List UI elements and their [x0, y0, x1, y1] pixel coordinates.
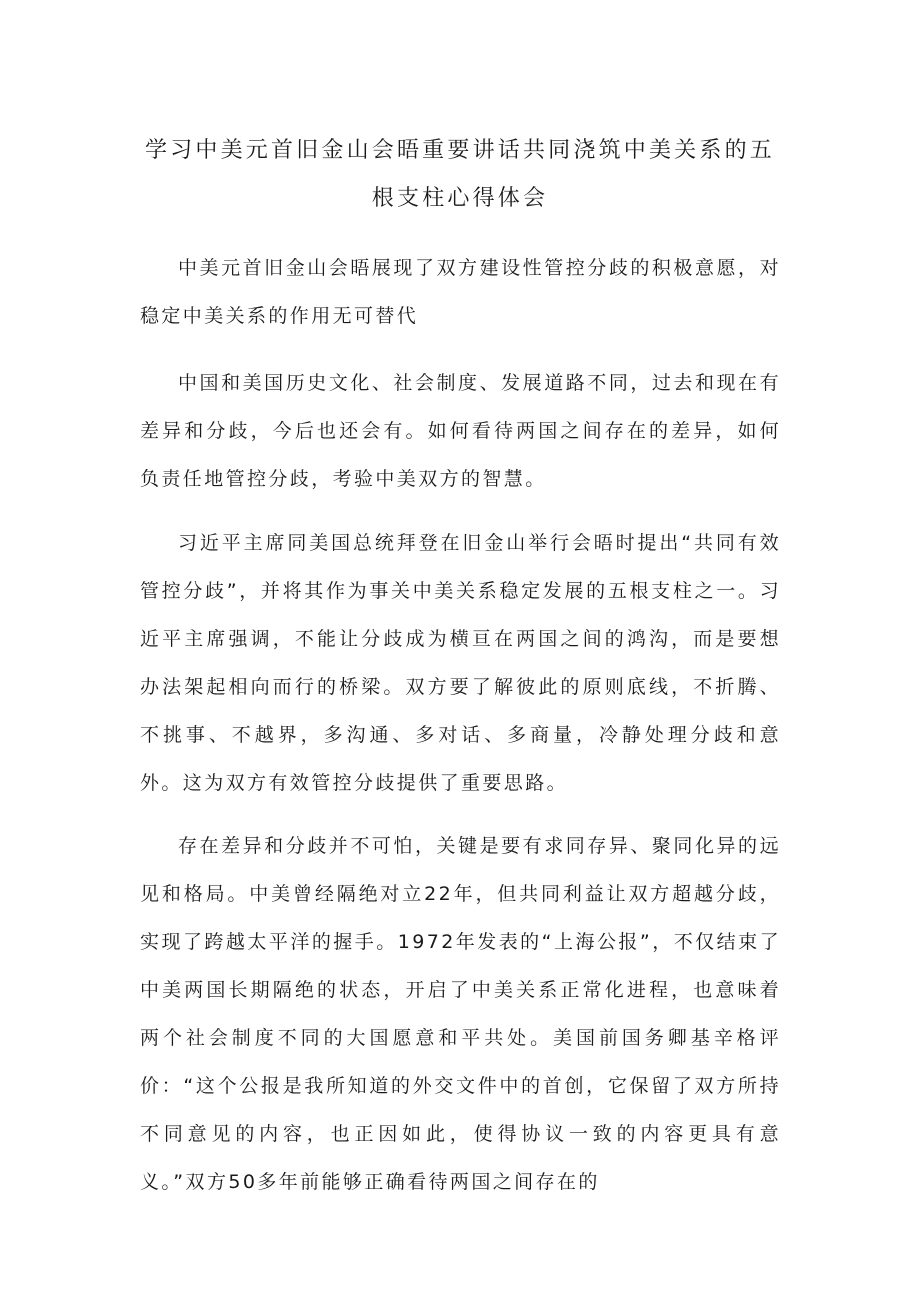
paragraph-2: 中国和美国历史文化、社会制度、发展道路不同，过去和现在有差异和分歧，今后也还会有。如何看待两国之间存在的差异，如何负责任地管控分歧，考验中美双方的智慧。 [140, 372, 781, 490]
document-title: 学习中美元首旧金山会晤重要讲话共同浇筑中美关系的五根支柱心得体会 [144, 138, 775, 211]
paragraph-3: 习近平主席同美国总统拜登在旧金山举行会晤时提出“共同有效管控分歧”，并将其作为事关中美关系稳定发展的五根支柱之一。习近平主席强调，不能让分歧成为横亘在两国之间的鸿沟，而是要想办法架起相向而行的桥梁。双方要了解彼此的原则底线，不折腾、不挑事、不越界，多沟通、多对话、多商量，冷静处理分歧和意外。这为双方有效管控分歧提供了重要思路。 [140, 532, 781, 794]
paragraph-4: 存在差异和分歧并不可怕，关键是要有求同存异、聚同化异的远见和格局。中美曾经隔绝对立22年，但共同利益让双方超越分歧，实现了跨越太平洋的握手。1972年发表的“上海公报”，不仅结束了中美两国长期隔绝的状态，开启了中美关系正常化进程，也意味着两个社会制度不同的大国愿意和平共处。美国前国务卿基辛格评价：“这个公报是我所知道的外交文件中的首创，它保留了双方所持不同意见的内容，也正因如此，使得协议一致的内容更具有意义。”双方50多年前能够正确看待两国之间存在的 [140, 835, 781, 1193]
paragraph-1: 中美元首旧金山会晤展现了双方建设性管控分歧的积极意愿，对稳定中美关系的作用无可替代 [140, 257, 781, 327]
